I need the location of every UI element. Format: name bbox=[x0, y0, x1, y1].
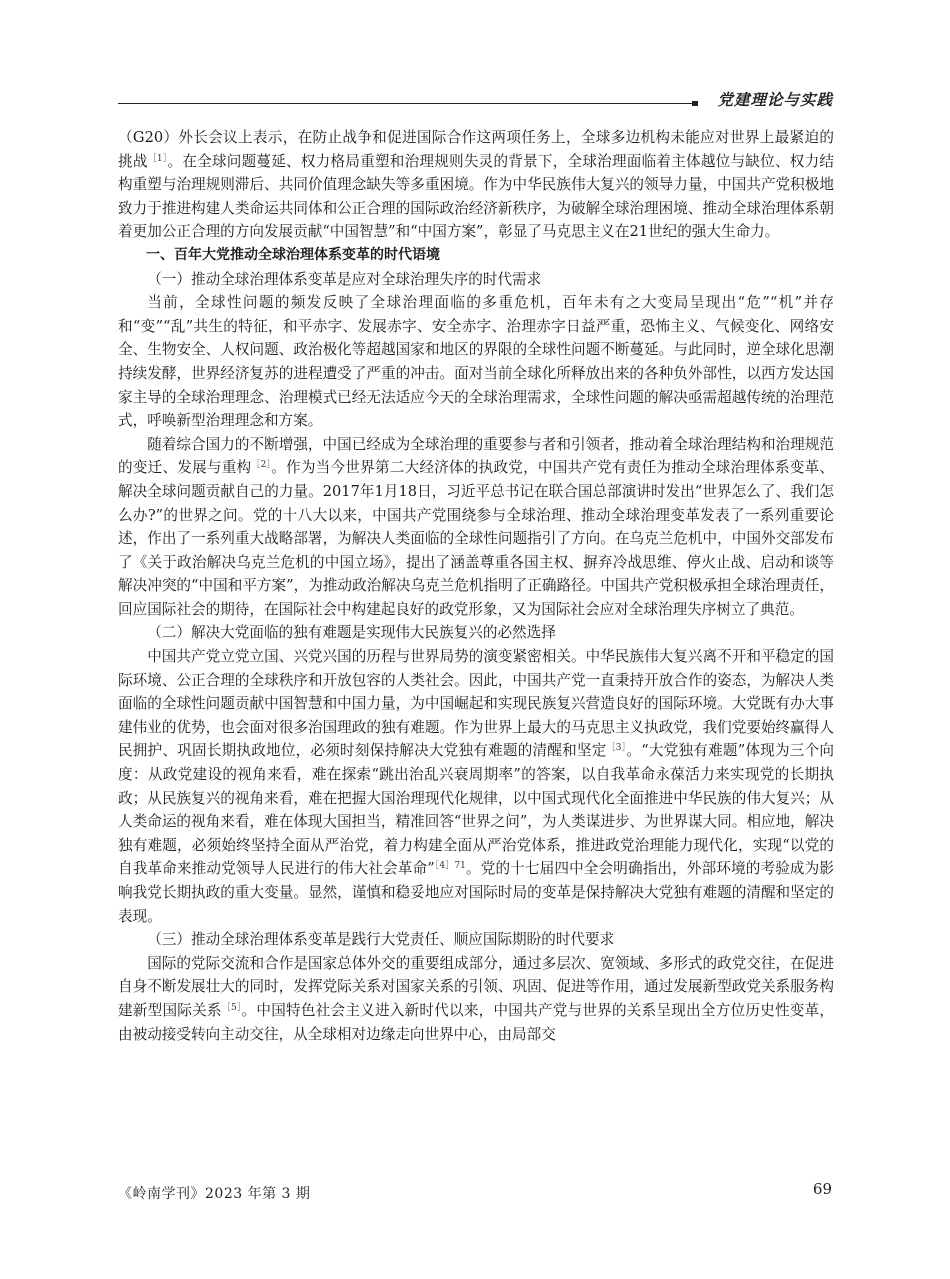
article-body bbox=[118, 126, 834, 1046]
subsection-heading-3: （三）推动全球治理体系变革是践行大党责任、顺应国际期盼的时代要求 bbox=[147, 931, 615, 949]
paragraph bbox=[118, 645, 834, 928]
subsection-heading-2: （二）解决大党面临的独有难题是实现伟大民族复兴的必然选择 bbox=[147, 624, 556, 642]
text-run: 。“大党独有难题”体现为三个向度：从政党建设的视角来看，难在探索“跳出治乱兴衰周期率”的答案，以自我革命永葆活力来实现党的长期执政；从民族复兴的视角来看，难在把握大国治理现代化规律，以中国式现代化全面推进中华民族的伟大复兴；从人类命运的视角来看，难在体现大国担当，精准回答“世界之问”，为人类谋进步、为世界谋大同。相应地，解决独有难题，必须始终坚持全面从严治党，着力构建全面从严治党体系，推进政党治理能力现代化，实现“以党的自我革命来推动党领导人民进行的伟大社会革命” bbox=[118, 742, 834, 878]
paragraph: 当前，全球性问题的频发反映了全球治理面临的多重危机，百年未有之大变局呈现出“危”“机”并存和“变”“乱”共生的特征，和平赤字、发展赤字、安全赤字、治理赤字日益严重，恐怖主义、气候变化、网络安全、生物安全、人权问题、政治极化等超越国家和地区的界限的全球性问题不断蔓延。与此同时，逆全球化思潮持续发酵，世界经济复苏的进程遭受了严重的冲击。面对当前全球化所释放出来的各种负外部性，以西方发达国家主导的全球治理理念、治理模式已经无法适应今天的全球治理需求，全球性问题的解决亟需超越传统的治理范式，呼唤新型治理理念和方案。 bbox=[118, 294, 834, 430]
text-run: 。中国特色社会主义进入新时代以来，中国共产党与世界的关系呈现出全方位历史性变革，由被动接受转向主动交往，从全球相对边缘走向世界中心，由局部交 bbox=[118, 1001, 834, 1043]
citation-ref: ［4］71 bbox=[434, 861, 466, 872]
paragraph bbox=[118, 433, 834, 622]
page-number: 69 bbox=[812, 1180, 832, 1198]
header-rule bbox=[118, 103, 692, 104]
text-run: 。在全球问题蔓延、权力格局重塑和治理规则失灵的背景下，全球治理面临着主体越位与缺位、权力结构重塑与治理规则滞后、共同价值理念缺失等多重困境。作为中华民族伟大复兴的领导力量，中国共产党积极地致力于推进构建人类命运共同体和公正合理的国际政治经济新秩序，为破解全球治理困境、推动全球治理体系朝着更加公正合理的方向发展贡献“中国智慧”和“中国方案”，彰显了马克思主义在21世纪的强大生命力。 bbox=[118, 152, 834, 241]
section-heading: 一、百年大党推动全球治理体系变革的时代语境 bbox=[146, 246, 440, 263]
paragraph bbox=[118, 952, 834, 1046]
paragraph-continued bbox=[118, 126, 834, 244]
journal-footer: 《岭南学刊》2023 年第 3 期 bbox=[118, 1186, 311, 1202]
header-rule-marker bbox=[692, 101, 698, 106]
text-run: 随着综合国力的不断增强，中国已经成为全球治理的重要参与者和引领者，推动着全球治理结构和治理规范的变迁、发展与重构 bbox=[118, 435, 834, 477]
text-run: 国际的党际交流和合作是国家总体外交的重要组成部分，通过多层次、宽领域、多形式的政党交往，在促进自身不断发展壮大的同时，发挥党际关系对国家关系的引领、巩固、促进等作用，通过发展新型政党关系服务构建新型国际关系 bbox=[118, 954, 834, 1019]
citation-ref: ［5］ bbox=[221, 1002, 242, 1013]
text-run: 中国共产党立党立国、兴党兴国的历程与世界局势的演变紧密相关。中华民族伟大复兴离不开和平稳定的国际环境、公正合理的全球秩序和开放包容的人类社会。因此，中国共产党一直秉持开放合作的姿态，为解决人类面临的全球性问题贡献中国智慧和中国力量，为中国崛起和实现民族复兴营造良好的国际环境。大党既有办大事建伟业的优势，也会面对很多治国理政的独有难题。作为世界上最大的马克思主义执政党，我们党要始终赢得人民拥护、巩固长期执政地位，必须时刻保持解决大党独有难题的清醒和坚定 bbox=[118, 648, 834, 760]
citation-ref: ［3］ bbox=[606, 743, 627, 754]
text-run: （G20）外长会议上表示，在防止战争和促进国际合作这两项任务上，全球多边机构未能应对世界上最紧迫的挑战 bbox=[118, 129, 834, 170]
subsection-heading-1: （一）推动全球治理体系变革是应对全球治理失序的时代需求 bbox=[147, 270, 542, 288]
section-title: 党建理论与实践 bbox=[717, 91, 833, 109]
text-run: 。党的十七届四中全会明确指出，外部环境的考验成为影响我党长期执政的重大变量。显然，谨慎和稳妥地应对国际时局的变革是保持解决大党独有难题的清醒和坚定的表现。 bbox=[118, 860, 834, 925]
text-run: 。作为当今世界第二大经济体的执政党，中国共产党有责任为推动全球治理体系变革、解决全球问题贡献自己的力量。2017年1月18日，习近平总书记在联合国总部演讲时发出“世界怎么了、我们怎么办?”的世界之问。党的十八大以来，中国共产党围绕参与全球治理、推动全球治理变革发表了一系列重要论述，作出了一系列重大战略部署，为解决人类面临的全球性问题指引了方向。在乌克兰危机中，中国外交部发布了《关于政治解决乌克兰危机的中国立场》，提出了涵盖尊重各国主权、摒弃冷战思维、停火止战、启动和谈等解决冲突的“中国和平方案”，为推动政治解决乌克兰危机指明了正确路径。中国共产党积极承担全球治理责任，回应国际社会的期待，在国际社会中构建起良好的政党形象，又为国际社会应对全球治理失序树立了典范。 bbox=[118, 459, 834, 618]
citation-ref: ［1］ bbox=[147, 153, 168, 164]
citation-ref: ［2］ bbox=[251, 460, 272, 471]
